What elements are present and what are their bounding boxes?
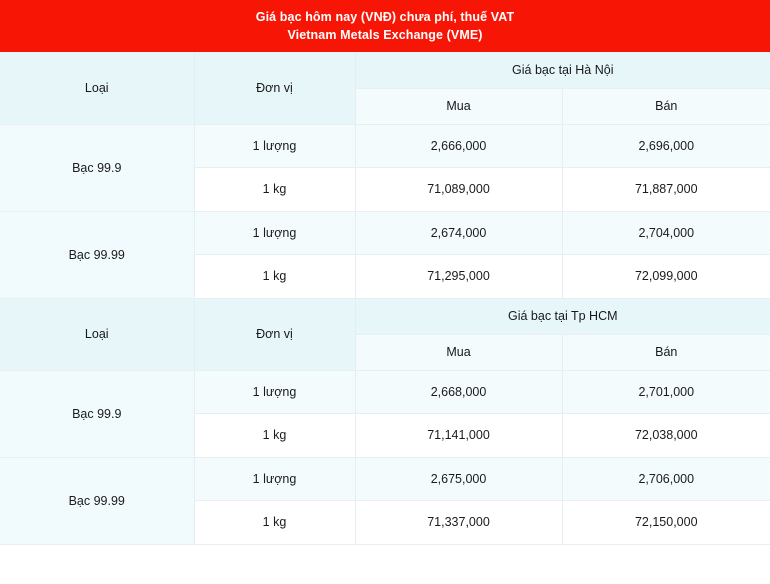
region-header-row <box>0 52 770 88</box>
table-row <box>0 370 770 414</box>
sell-price: 2,706,000 <box>562 457 770 501</box>
column-header-unit: Đơn vị <box>194 52 355 124</box>
unit-label: 1 lượng <box>194 211 355 255</box>
sell-price: 72,099,000 <box>562 255 770 299</box>
unit-label: 1 kg <box>194 168 355 212</box>
buy-price: 2,674,000 <box>355 211 562 255</box>
unit-label: 1 lượng <box>194 457 355 501</box>
sell-price: 2,701,000 <box>562 370 770 414</box>
column-header-unit: Đơn vị <box>194 298 355 370</box>
type-label: Bạc 99.99 <box>0 457 194 544</box>
column-header-type: Loại <box>0 52 194 124</box>
column-header-sell: Bán <box>562 334 770 370</box>
type-label: Bạc 99.99 <box>0 211 194 298</box>
sell-price: 72,038,000 <box>562 414 770 458</box>
buy-price: 71,337,000 <box>355 501 562 545</box>
type-label: Bạc 99.9 <box>0 370 194 457</box>
unit-label: 1 kg <box>194 255 355 299</box>
widget-header <box>0 0 770 52</box>
sell-price: 2,704,000 <box>562 211 770 255</box>
column-header-buy: Mua <box>355 88 562 124</box>
table-row <box>0 124 770 168</box>
buy-price: 2,666,000 <box>355 124 562 168</box>
unit-label: 1 lượng <box>194 124 355 168</box>
buy-price: 71,295,000 <box>355 255 562 299</box>
sell-price: 2,696,000 <box>562 124 770 168</box>
price-table <box>0 52 770 545</box>
header-title: Giá bạc hôm nay (VNĐ) chưa phí, thuế VAT <box>255 10 515 24</box>
column-header-buy: Mua <box>355 334 562 370</box>
unit-label: 1 kg <box>194 414 355 458</box>
sell-price: 71,887,000 <box>562 168 770 212</box>
unit-label: 1 kg <box>194 501 355 545</box>
buy-price: 71,089,000 <box>355 168 562 212</box>
buy-price: 2,675,000 <box>355 457 562 501</box>
region-header-row <box>0 298 770 334</box>
region-title-hcm: Giá bạc tại Tp HCM <box>355 298 770 334</box>
header-subtitle: Vietnam Metals Exchange (VME) <box>287 28 483 42</box>
table-row <box>0 211 770 255</box>
unit-label: 1 lượng <box>194 370 355 414</box>
region-title-hanoi: Giá bạc tại Hà Nội <box>355 52 770 88</box>
type-label: Bạc 99.9 <box>0 124 194 211</box>
column-header-sell: Bán <box>562 88 770 124</box>
buy-price: 71,141,000 <box>355 414 562 458</box>
buy-price: 2,668,000 <box>355 370 562 414</box>
table-row <box>0 457 770 501</box>
sell-price: 72,150,000 <box>562 501 770 545</box>
column-header-type: Loại <box>0 298 194 370</box>
